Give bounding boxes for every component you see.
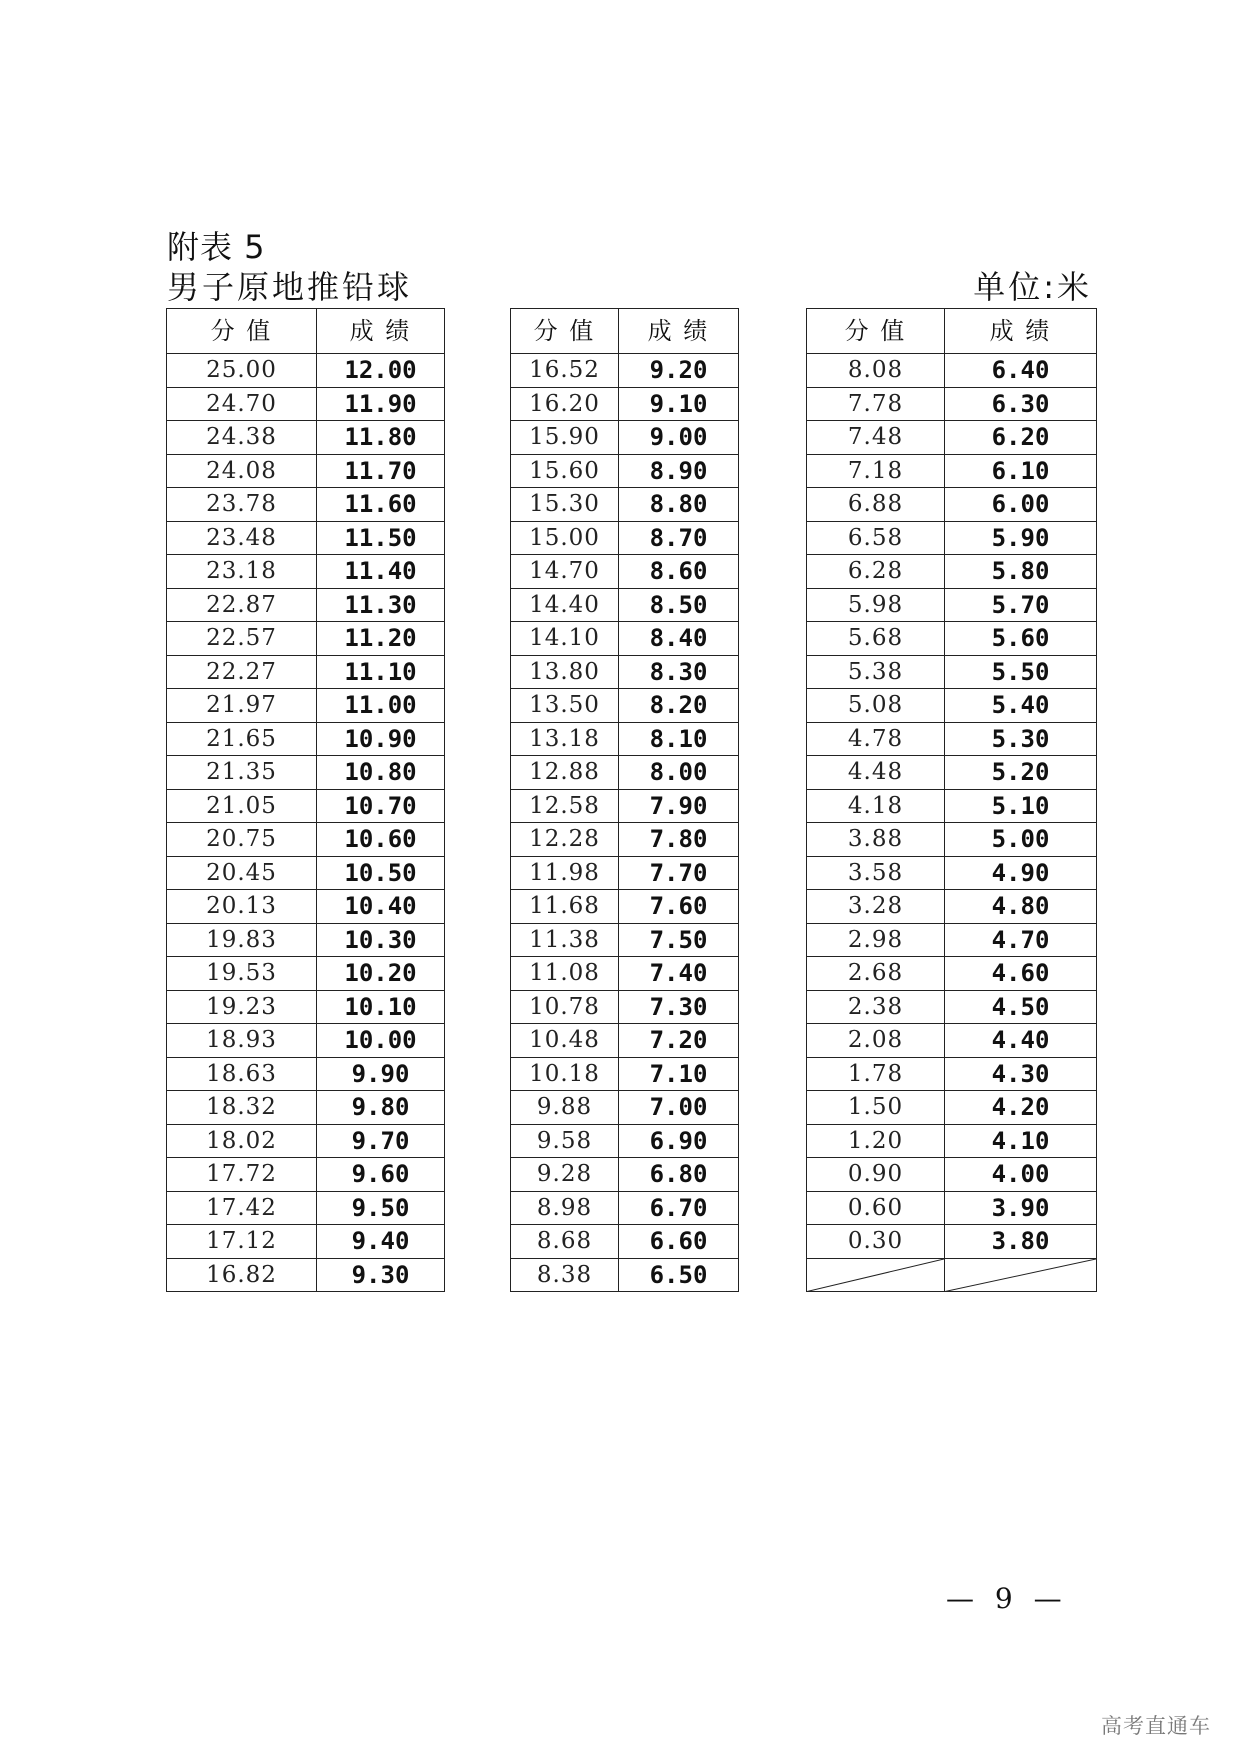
column-gap — [445, 1091, 511, 1125]
performance-cell: 11.30 — [317, 588, 445, 622]
score-cell: 3.58 — [807, 856, 945, 890]
table-row — [167, 1225, 1097, 1259]
performance-cell: 11.80 — [317, 421, 445, 455]
table-row — [167, 957, 1097, 991]
score-cell: 13.50 — [511, 689, 619, 723]
column-gap — [739, 856, 807, 890]
score-cell: 24.38 — [167, 421, 317, 455]
score-cell: 11.08 — [511, 957, 619, 991]
performance-cell: 8.10 — [619, 722, 739, 756]
score-cell: 17.72 — [167, 1158, 317, 1192]
score-cell: 9.58 — [511, 1124, 619, 1158]
column-gap — [445, 923, 511, 957]
score-cell: 18.02 — [167, 1124, 317, 1158]
header-performance-1: 成 绩 — [317, 309, 445, 354]
column-gap — [739, 1191, 807, 1225]
performance-cell: 9.10 — [619, 387, 739, 421]
performance-cell: 6.20 — [945, 421, 1097, 455]
score-cell: 3.28 — [807, 890, 945, 924]
score-cell: 16.20 — [511, 387, 619, 421]
score-cell: 9.88 — [511, 1091, 619, 1125]
table-body — [167, 309, 1097, 1292]
performance-cell: 10.50 — [317, 856, 445, 890]
performance-cell: 9.90 — [317, 1057, 445, 1091]
performance-cell: 10.70 — [317, 789, 445, 823]
column-gap — [739, 923, 807, 957]
table-row — [167, 354, 1097, 388]
performance-cell: 5.70 — [945, 588, 1097, 622]
performance-cell: 3.80 — [945, 1225, 1097, 1259]
performance-cell: 8.80 — [619, 488, 739, 522]
score-cell: 22.27 — [167, 655, 317, 689]
column-gap — [445, 588, 511, 622]
performance-cell: 10.00 — [317, 1024, 445, 1058]
score-cell: 12.88 — [511, 756, 619, 790]
performance-cell: 7.30 — [619, 990, 739, 1024]
table-row — [167, 722, 1097, 756]
table-row — [167, 990, 1097, 1024]
score-cell: 8.08 — [807, 354, 945, 388]
score-cell: 13.18 — [511, 722, 619, 756]
column-gap — [739, 689, 807, 723]
score-cell: 9.28 — [511, 1158, 619, 1192]
performance-cell: 5.90 — [945, 521, 1097, 555]
performance-cell: 4.20 — [945, 1091, 1097, 1125]
column-gap — [739, 309, 807, 354]
performance-cell: 11.10 — [317, 655, 445, 689]
column-gap — [739, 1057, 807, 1091]
column-gap — [445, 309, 511, 354]
score-cell: 13.80 — [511, 655, 619, 689]
score-cell: 16.52 — [511, 354, 619, 388]
column-gap — [739, 622, 807, 656]
performance-cell: 8.40 — [619, 622, 739, 656]
column-gap — [739, 387, 807, 421]
score-cell: 23.78 — [167, 488, 317, 522]
score-cell: 7.48 — [807, 421, 945, 455]
performance-cell: 5.00 — [945, 823, 1097, 857]
score-cell: 10.48 — [511, 1024, 619, 1058]
score-cell: 0.30 — [807, 1225, 945, 1259]
column-gap — [739, 890, 807, 924]
performance-cell: 10.90 — [317, 722, 445, 756]
performance-cell: 5.10 — [945, 789, 1097, 823]
score-cell: 2.98 — [807, 923, 945, 957]
column-gap — [739, 354, 807, 388]
score-cell: 4.18 — [807, 789, 945, 823]
score-cell: 16.82 — [167, 1258, 317, 1292]
performance-cell: 4.70 — [945, 923, 1097, 957]
table-row — [167, 387, 1097, 421]
table-row — [167, 1124, 1097, 1158]
column-gap — [739, 555, 807, 589]
table-row — [167, 789, 1097, 823]
score-cell: 15.90 — [511, 421, 619, 455]
column-gap — [445, 689, 511, 723]
column-gap — [445, 655, 511, 689]
column-gap — [739, 1124, 807, 1158]
column-gap — [739, 957, 807, 991]
performance-cell: 5.30 — [945, 722, 1097, 756]
column-gap — [739, 1024, 807, 1058]
performance-cell: 10.60 — [317, 823, 445, 857]
score-cell: 10.78 — [511, 990, 619, 1024]
performance-cell: 6.30 — [945, 387, 1097, 421]
column-gap — [445, 1024, 511, 1058]
column-gap — [739, 454, 807, 488]
score-cell: 1.20 — [807, 1124, 945, 1158]
column-gap — [445, 622, 511, 656]
appendix-label: 附表 5 — [167, 228, 266, 266]
performance-cell: 10.80 — [317, 756, 445, 790]
performance-cell: 4.90 — [945, 856, 1097, 890]
page-number: — 9 — — [946, 1582, 1068, 1615]
score-cell: 19.83 — [167, 923, 317, 957]
performance-cell: 9.60 — [317, 1158, 445, 1192]
score-cell: 5.08 — [807, 689, 945, 723]
column-gap — [739, 588, 807, 622]
table-row — [167, 421, 1097, 455]
performance-cell: 5.50 — [945, 655, 1097, 689]
performance-cell: 8.50 — [619, 588, 739, 622]
table-row — [167, 1258, 1097, 1292]
score-cell: 0.60 — [807, 1191, 945, 1225]
performance-cell: 11.00 — [317, 689, 445, 723]
performance-cell: 8.00 — [619, 756, 739, 790]
score-cell: 15.60 — [511, 454, 619, 488]
performance-cell: 9.00 — [619, 421, 739, 455]
header-score-1: 分 值 — [167, 309, 317, 354]
column-gap — [445, 1057, 511, 1091]
column-gap — [445, 354, 511, 388]
column-gap — [739, 1091, 807, 1125]
score-cell: 20.13 — [167, 890, 317, 924]
header-score-3: 分 值 — [807, 309, 945, 354]
score-cell: 8.98 — [511, 1191, 619, 1225]
performance-cell: 6.70 — [619, 1191, 739, 1225]
score-cell: 24.70 — [167, 387, 317, 421]
performance-cell: 6.50 — [619, 1258, 739, 1292]
performance-cell: 8.30 — [619, 655, 739, 689]
score-cell: 21.97 — [167, 689, 317, 723]
unit-label: 单位:米 — [973, 268, 1092, 306]
table-row — [167, 655, 1097, 689]
performance-cell: 10.20 — [317, 957, 445, 991]
score-cell: 7.18 — [807, 454, 945, 488]
performance-cell: 4.50 — [945, 990, 1097, 1024]
performance-cell: 7.20 — [619, 1024, 739, 1058]
performance-cell: 4.10 — [945, 1124, 1097, 1158]
watermark-logo: 高考直通车 — [1101, 1714, 1211, 1738]
score-cell: 2.68 — [807, 957, 945, 991]
column-gap — [445, 488, 511, 522]
score-cell: 12.28 — [511, 823, 619, 857]
score-cell: 1.50 — [807, 1091, 945, 1125]
performance-cell: 9.20 — [619, 354, 739, 388]
column-gap — [739, 789, 807, 823]
column-gap — [739, 1225, 807, 1259]
score-cell: 5.98 — [807, 588, 945, 622]
score-cell: 22.57 — [167, 622, 317, 656]
score-cell: 14.70 — [511, 555, 619, 589]
performance-cell: 5.80 — [945, 555, 1097, 589]
score-cell: 14.40 — [511, 588, 619, 622]
column-gap — [739, 756, 807, 790]
performance-cell: 7.40 — [619, 957, 739, 991]
column-gap — [445, 1225, 511, 1259]
header-score-2: 分 值 — [511, 309, 619, 354]
scoring-table — [166, 308, 1097, 1292]
column-gap — [445, 421, 511, 455]
table-row — [167, 1158, 1097, 1192]
performance-cell: 9.50 — [317, 1191, 445, 1225]
table-row — [167, 588, 1097, 622]
column-gap — [445, 1124, 511, 1158]
score-cell: 5.38 — [807, 655, 945, 689]
score-cell: 22.87 — [167, 588, 317, 622]
performance-cell: 5.20 — [945, 756, 1097, 790]
score-cell: 17.42 — [167, 1191, 317, 1225]
score-cell: 8.38 — [511, 1258, 619, 1292]
table-row — [167, 823, 1097, 857]
performance-cell: 10.10 — [317, 990, 445, 1024]
column-gap — [445, 890, 511, 924]
performance-cell: 6.90 — [619, 1124, 739, 1158]
score-cell: 4.48 — [807, 756, 945, 790]
score-cell: 17.12 — [167, 1225, 317, 1259]
performance-cell: 8.60 — [619, 555, 739, 589]
column-gap — [445, 957, 511, 991]
column-gap — [445, 454, 511, 488]
performance-cell: 7.70 — [619, 856, 739, 890]
performance-cell: 6.40 — [945, 354, 1097, 388]
score-cell: 11.98 — [511, 856, 619, 890]
score-cell: 6.28 — [807, 555, 945, 589]
table-row — [167, 622, 1097, 656]
table-row — [167, 756, 1097, 790]
column-gap — [739, 488, 807, 522]
column-gap — [739, 722, 807, 756]
score-cell: 10.18 — [511, 1057, 619, 1091]
performance-cell: 8.20 — [619, 689, 739, 723]
performance-cell: 6.60 — [619, 1225, 739, 1259]
column-gap — [445, 990, 511, 1024]
table-row — [167, 521, 1097, 555]
performance-cell: 7.00 — [619, 1091, 739, 1125]
score-cell: 3.88 — [807, 823, 945, 857]
score-cell: 18.93 — [167, 1024, 317, 1058]
empty-diagonal-cell — [807, 1258, 945, 1292]
score-cell: 14.10 — [511, 622, 619, 656]
score-cell: 0.90 — [807, 1158, 945, 1192]
performance-cell: 8.90 — [619, 454, 739, 488]
performance-cell: 3.90 — [945, 1191, 1097, 1225]
score-cell: 4.78 — [807, 722, 945, 756]
score-cell: 2.08 — [807, 1024, 945, 1058]
performance-cell: 11.40 — [317, 555, 445, 589]
performance-cell: 5.60 — [945, 622, 1097, 656]
score-cell: 24.08 — [167, 454, 317, 488]
performance-cell: 11.60 — [317, 488, 445, 522]
column-gap — [445, 1191, 511, 1225]
score-cell: 18.32 — [167, 1091, 317, 1125]
performance-cell: 11.50 — [317, 521, 445, 555]
column-gap — [739, 521, 807, 555]
table-row — [167, 454, 1097, 488]
performance-cell: 4.40 — [945, 1024, 1097, 1058]
column-gap — [739, 1258, 807, 1292]
score-cell: 25.00 — [167, 354, 317, 388]
table-title: 男子原地推铅球 — [167, 268, 413, 306]
table-row — [167, 488, 1097, 522]
column-gap — [739, 823, 807, 857]
performance-cell: 10.30 — [317, 923, 445, 957]
column-gap — [739, 1158, 807, 1192]
performance-cell: 4.30 — [945, 1057, 1097, 1091]
performance-cell: 7.90 — [619, 789, 739, 823]
score-cell: 23.48 — [167, 521, 317, 555]
column-gap — [445, 856, 511, 890]
score-cell: 1.78 — [807, 1057, 945, 1091]
performance-cell: 7.10 — [619, 1057, 739, 1091]
column-gap — [445, 555, 511, 589]
column-gap — [445, 1158, 511, 1192]
table-row — [167, 555, 1097, 589]
score-cell: 11.68 — [511, 890, 619, 924]
score-cell: 6.58 — [807, 521, 945, 555]
table-row — [167, 1091, 1097, 1125]
performance-cell: 7.50 — [619, 923, 739, 957]
empty-diagonal-cell — [945, 1258, 1097, 1292]
table-row — [167, 890, 1097, 924]
score-cell: 19.53 — [167, 957, 317, 991]
score-cell: 21.35 — [167, 756, 317, 790]
header-performance-2: 成 绩 — [619, 309, 739, 354]
score-cell: 18.63 — [167, 1057, 317, 1091]
score-cell: 21.65 — [167, 722, 317, 756]
performance-cell: 12.00 — [317, 354, 445, 388]
column-gap — [445, 722, 511, 756]
score-cell: 19.23 — [167, 990, 317, 1024]
performance-cell: 11.70 — [317, 454, 445, 488]
score-cell: 23.18 — [167, 555, 317, 589]
table-row — [167, 1024, 1097, 1058]
table-header-row — [167, 309, 1097, 354]
performance-cell: 7.60 — [619, 890, 739, 924]
score-cell: 5.68 — [807, 622, 945, 656]
performance-cell: 6.80 — [619, 1158, 739, 1192]
performance-cell: 8.70 — [619, 521, 739, 555]
table-row — [167, 1057, 1097, 1091]
title-row — [167, 262, 1092, 306]
column-gap — [445, 823, 511, 857]
performance-cell: 9.40 — [317, 1225, 445, 1259]
table-row — [167, 1191, 1097, 1225]
score-cell: 8.68 — [511, 1225, 619, 1259]
table-row — [167, 689, 1097, 723]
performance-cell: 11.20 — [317, 622, 445, 656]
score-cell: 20.45 — [167, 856, 317, 890]
table-row — [167, 923, 1097, 957]
column-gap — [445, 756, 511, 790]
performance-cell: 7.80 — [619, 823, 739, 857]
performance-cell: 9.70 — [317, 1124, 445, 1158]
performance-cell: 6.00 — [945, 488, 1097, 522]
column-gap — [739, 421, 807, 455]
header-performance-3: 成 绩 — [945, 309, 1097, 354]
performance-cell: 10.40 — [317, 890, 445, 924]
score-cell: 2.38 — [807, 990, 945, 1024]
column-gap — [445, 521, 511, 555]
column-gap — [739, 990, 807, 1024]
score-cell: 6.88 — [807, 488, 945, 522]
score-cell: 12.58 — [511, 789, 619, 823]
column-gap — [445, 789, 511, 823]
performance-cell: 6.10 — [945, 454, 1097, 488]
performance-cell: 5.40 — [945, 689, 1097, 723]
score-cell: 21.05 — [167, 789, 317, 823]
performance-cell: 9.30 — [317, 1258, 445, 1292]
column-gap — [445, 1258, 511, 1292]
performance-cell: 4.60 — [945, 957, 1097, 991]
column-gap — [445, 387, 511, 421]
performance-cell: 4.00 — [945, 1158, 1097, 1192]
score-cell: 11.38 — [511, 923, 619, 957]
score-cell: 20.75 — [167, 823, 317, 857]
table-row — [167, 856, 1097, 890]
column-gap — [739, 655, 807, 689]
score-cell: 15.30 — [511, 488, 619, 522]
score-cell: 7.78 — [807, 387, 945, 421]
performance-cell: 4.80 — [945, 890, 1097, 924]
score-cell: 15.00 — [511, 521, 619, 555]
performance-cell: 11.90 — [317, 387, 445, 421]
performance-cell: 9.80 — [317, 1091, 445, 1125]
